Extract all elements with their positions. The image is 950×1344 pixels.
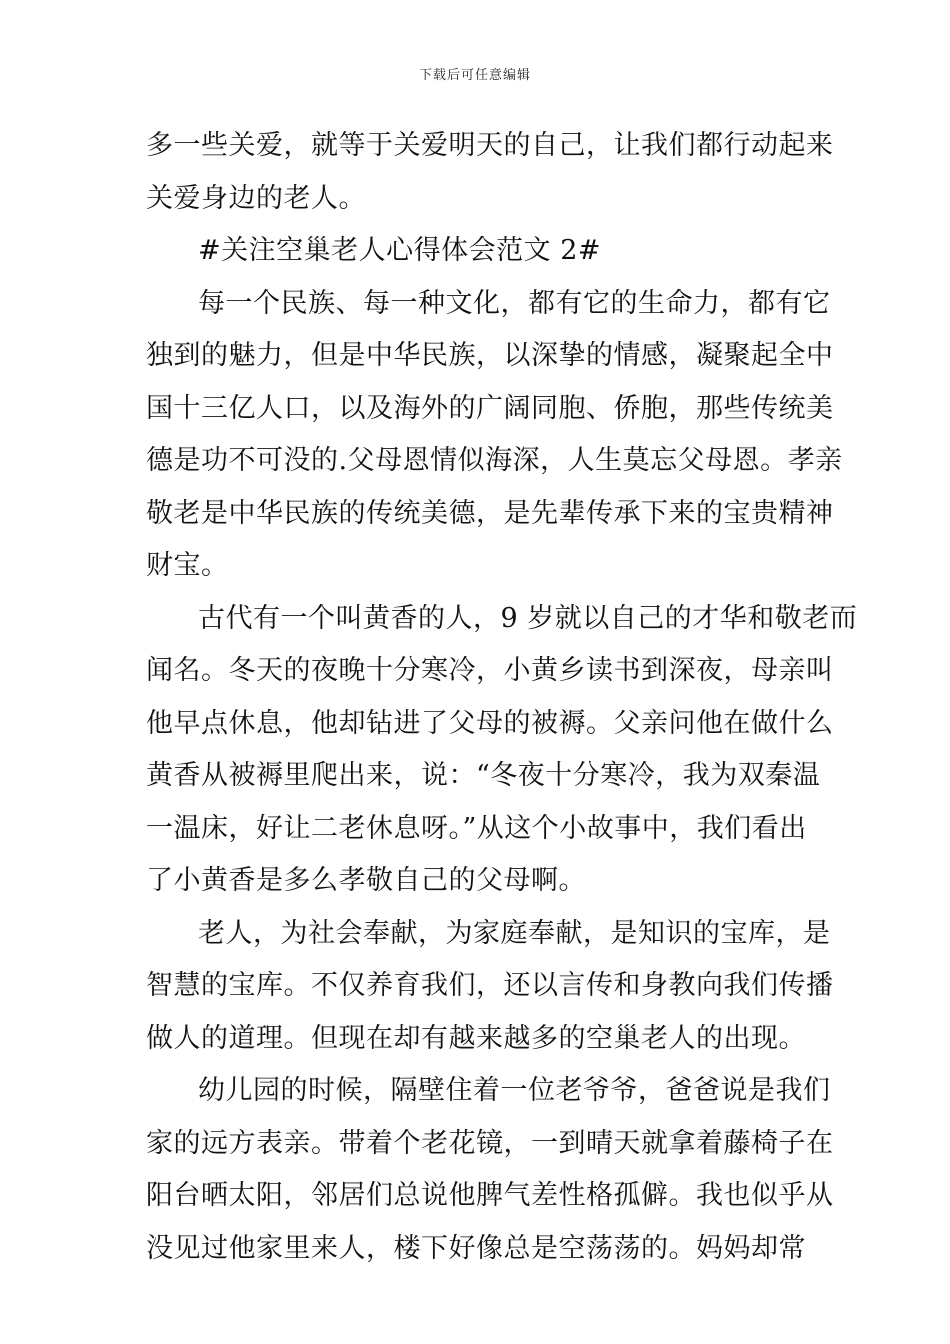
text-line: 古代有一个叫黄香的人，9 岁就以自己的才华和敬老而 xyxy=(198,602,858,634)
text-line: 敬老是中华民族的传统美德，是先辈传承下来的宝贵精神 xyxy=(146,497,834,529)
text-line: 闻名。冬天的夜晚十分寒冷，小黄乡读书到深夜，母亲叫 xyxy=(146,655,834,686)
text-line: 家的远方表亲。带着个老花镜，一到晴天就拿着藤椅子在 xyxy=(146,1127,834,1159)
text-line: 财宝。 xyxy=(146,550,229,581)
text-line: 幼儿园的时候，隔壁住着一位老爷爷，爸爸说是我们 xyxy=(198,1075,831,1106)
text-line: 每一个民族、每一种文化，都有它的生命力，都有它 xyxy=(198,287,831,319)
text-line: 一温床，好让二老休息呀。”从这个小故事中，我们看出 xyxy=(146,812,807,844)
section-heading: #关注空巢老人心得体会范文 2# xyxy=(198,235,602,266)
text-line: 德是功不可没的.父母恩情似海深，人生莫忘父母恩。孝亲 xyxy=(146,445,843,476)
text-line: 做人的道理。但现在却有越来越多的空巢老人的出现。 xyxy=(146,1022,806,1054)
text-line: 国十三亿人口，以及海外的广阔同胞、侨胞，那些传统美 xyxy=(146,392,834,424)
text-line: 没见过他家里来人，楼下好像总是空荡荡的。妈妈却常 xyxy=(146,1232,806,1264)
text-line: 独到的魅力，但是中华民族，以深挚的情感，凝聚起全中 xyxy=(146,340,834,371)
text-line: 阳台晒太阳，邻居们总说他脾气差性格孤僻。我也似乎从 xyxy=(146,1180,834,1211)
text-line: 了小黄香是多么孝敬自己的父母啊。 xyxy=(146,865,586,896)
text-line: 多一些关爱，就等于关爱明天的自己，让我们都行动起来 xyxy=(146,130,834,161)
text-line: 关爱身边的老人。 xyxy=(146,182,366,214)
text-line: 老人，为社会奉献，为家庭奉献，是知识的宝库，是 xyxy=(198,917,831,949)
text-line: 黄香从被褥里爬出来，说：“冬夜十分寒冷，我为双秦温 xyxy=(146,760,821,791)
text-line: 智慧的宝库。不仅养育我们，还以言传和身教向我们传播 xyxy=(146,970,834,1001)
text-line: 他早点休息，他却钻进了父母的被褥。父亲问他在做什么 xyxy=(146,707,834,739)
page-header: 下载后可任意编辑 xyxy=(418,68,531,83)
document-body xyxy=(146,120,858,1275)
